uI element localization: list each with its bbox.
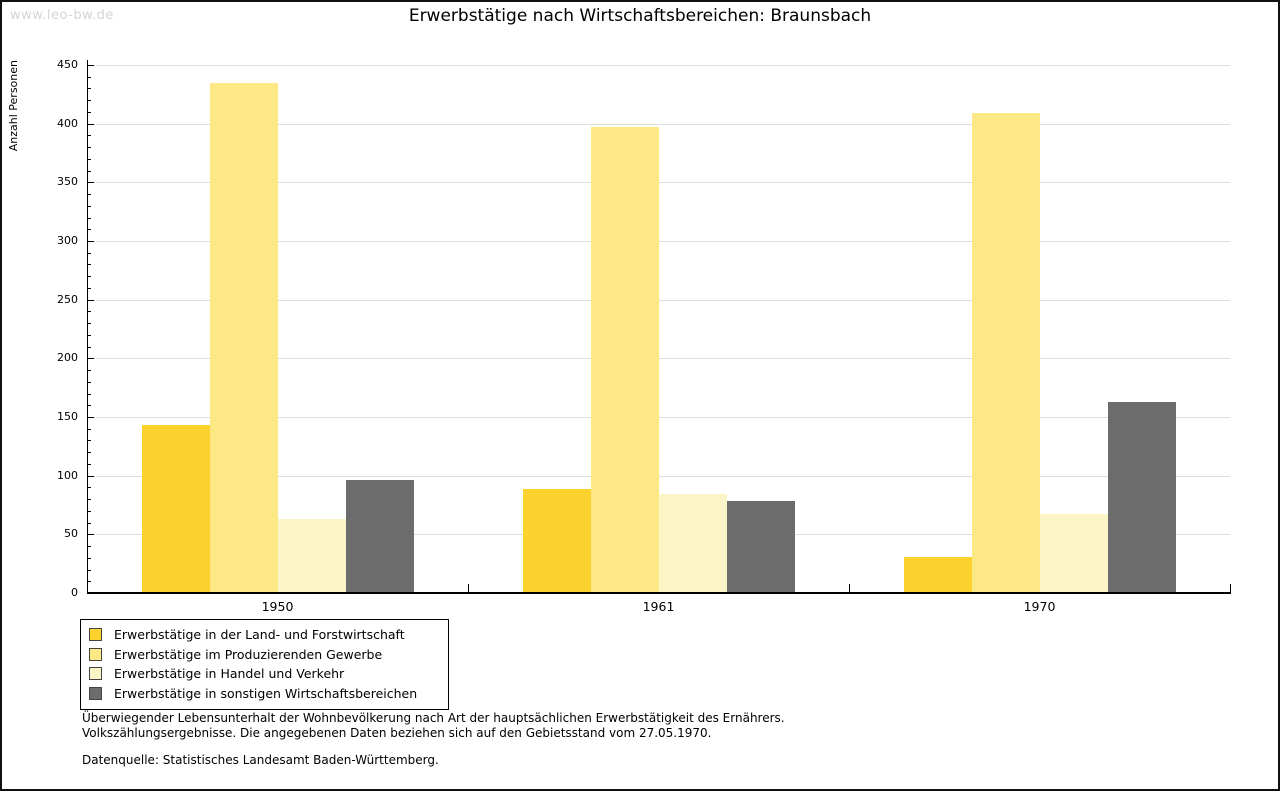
legend-label: Erwerbstätige in der Land- und Forstwirtschaft [114, 627, 405, 643]
footnote-line-1: Überwiegender Lebensunterhalt der Wohnbevölkerung nach Art der hauptsächlichen Erwerbstätigkeit des Ernährers. [82, 711, 785, 725]
legend-label: Erwerbstätige in sonstigen Wirtschaftsbereichen [114, 685, 418, 701]
y-axis-major-tick [87, 534, 94, 535]
legend-item [89, 664, 440, 684]
y-axis-major-tick [87, 358, 94, 359]
y-tick-label: 300 [57, 234, 78, 247]
bar-1970-series-3 [1040, 514, 1108, 593]
bar-1950-series-4 [346, 480, 414, 593]
y-tick-label: 0 [71, 586, 78, 599]
legend-item [89, 684, 440, 704]
legend-swatch [89, 648, 102, 661]
y-axis-major-tick [87, 124, 94, 125]
bar-1961-series-2 [591, 127, 659, 593]
footnote-line-2: Volkszählungsergebnisse. Die angegebenen Daten beziehen sich auf den Gebietsstand vom 27.05.1970. [82, 725, 712, 740]
y-axis-major-tick [87, 417, 94, 418]
y-tick-label: 150 [57, 410, 78, 423]
bar-1970-series-1 [904, 557, 972, 593]
bar-1970-series-4 [1108, 402, 1176, 593]
watermark: www.leo-bw.de [10, 8, 114, 23]
y-tick-label: 50 [64, 527, 78, 541]
y-tick-label: 350 [57, 175, 78, 189]
x-category-label: 1950 [261, 599, 294, 614]
bar-1970-series-2 [972, 113, 1040, 593]
legend-label: Erwerbstätige im Produzierenden Gewerbe [114, 646, 383, 662]
legend-swatch [89, 628, 102, 641]
x-category-label: 1970 [1023, 599, 1056, 614]
y-axis-line [87, 60, 88, 593]
legend-label: Erwerbstätige in Handel und Verkehr [114, 666, 345, 682]
y-tick-label: 250 [57, 292, 78, 306]
footnote-block [82, 711, 785, 740]
x-category-label: 1961 [642, 599, 675, 614]
y-tick-label: 100 [57, 468, 78, 482]
bar-1961-series-4 [727, 501, 795, 593]
y-axis-major-tick [87, 65, 94, 66]
bar-1950-series-1 [142, 425, 210, 593]
x-axis-line [87, 592, 1231, 594]
legend-item [89, 645, 440, 665]
legend [80, 619, 449, 710]
y-grid-line [88, 65, 1230, 66]
legend-swatch [89, 667, 102, 680]
bar-1950-series-2 [210, 83, 278, 593]
y-tick-label: 200 [57, 351, 78, 365]
y-axis-major-tick [87, 182, 94, 183]
bar-1961-series-3 [659, 494, 727, 593]
bar-1961-series-1 [523, 489, 591, 593]
legend-item [89, 625, 440, 645]
y-axis-major-tick [87, 300, 94, 301]
y-tick-label: 450 [57, 58, 78, 71]
chart-title: Erwerbstätige nach Wirtschaftsbereichen: Braunsbach [408, 6, 872, 26]
data-source-line: Datenquelle: Statistisches Landesamt Baden-Württemberg. [82, 753, 439, 767]
bar-1950-series-3 [278, 519, 346, 593]
legend-swatch [89, 687, 102, 700]
y-axis-major-tick [87, 241, 94, 242]
y-tick-label: 400 [57, 116, 78, 130]
y-axis-major-tick [87, 476, 94, 477]
y-axis-label: Anzahl Personen [7, 60, 20, 152]
